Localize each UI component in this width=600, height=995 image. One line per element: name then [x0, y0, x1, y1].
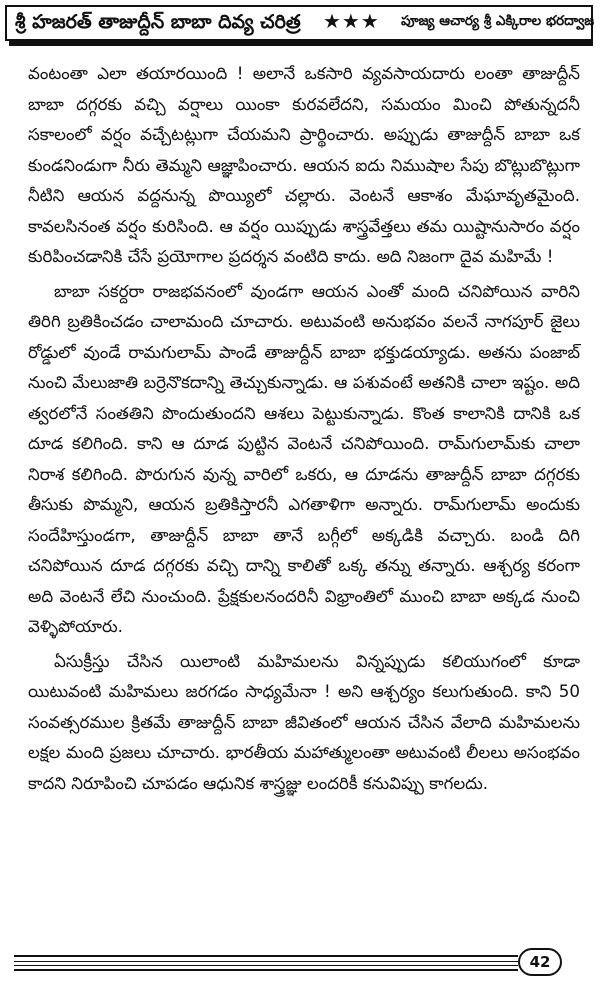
- page-body: [28, 58, 580, 798]
- page-footer: [14, 945, 590, 985]
- author-name: పూజ్య ఆచార్య శ్రీ ఎక్కిరాల భరద్వాజ: [401, 13, 595, 29]
- book-title: శ్రీ హజరత్ తాజుద్దీన్ బాబా దివ్య చరిత్ర: [15, 11, 301, 33]
- footer-rule: [14, 969, 518, 971]
- footer-rule: [14, 955, 518, 957]
- header-shadow: [9, 41, 593, 46]
- paragraph-3: ఏసుక్రీస్తు చేసిన యిలాంటి మహిమలను విన్నప్పుడు కలియుగంలో కూడా యిటువంటి మహిమలు జరగడం సాధ్యమేనా ! అని ఆశ్చర్యం కలుగుతుంది. కాని 50 సంవత్సరముల క్రితమే తాజుద్దీన్ బాబా జీవితంలో ఆయన చేసిన వేలాది మహిమలను లక్షల మంది ప్రజలు చూచారు. భారతీయ మహాత్ములంతా అటువంటి లీలలు అసంభవం కాదని నిరూపించి చూపడం ఆధునిక శాస్త్రజ్ఞు లందరికీ కనువిప్పు కాగలదు.: [28, 650, 580, 793]
- footer-rule: [14, 965, 518, 966]
- running-header: [5, 5, 593, 47]
- page-number: 42: [518, 948, 562, 976]
- paragraph-1: వంటంతా ఎలా తయారయింది ! అలానే ఒకసారి వ్యవసాయదారు లంతా తాజుద్దీన్ బాబా దగ్గరకు వచ్చి వర్షాలు యింకా కురవలేదని, సమయం మించి పోతున్నదనీ సకాలంలో వర్షం వచ్చేటట్లుగా చేయమని ప్రార్థించారు. అప్పుడు తాజుద్దీన్ బాబా ఒక కుండనిండుగా నీరు తెమ్మని ఆజ్ఞాపించారు. ఆయన ఐదు నిముషాల సేపు బొట్లుబొట్లుగా నీటిని ఆయన వద్దనున్న పొయ్యిలో చల్లారు. వెంటనే ఆకాశం మేఘావృతమైంది. కావలసినంత వర్షం కురిసింది. ఆ వర్షం యిప్పుడు శాస్త్రవేత్తలు తమ యిష్టానుసారం వర్షం కురిపించడానికి చేసే ప్రయోగాల ప్రదర్శన వంటిది కాదు. అది నిజంగా దైవ మహిమే !: [28, 63, 580, 266]
- paragraph-2: బాబా సకర్దరా రాజభవనంలో వుండగా ఆయన ఎంతో మంది చనిపోయిన వారిని తిరిగి బ్రతికించడం చాలామంది చూచారు. అటువంటి అనుభవం వలనే నాగపూర్ జైలు రోడ్డులో వుండే రామగులామ్ పాండే తాజుద్దీన్ బాబా భక్తుడయ్యాడు. అతను పంజాబ్ నుంచి మేలుజాతి బర్రెనొకదాన్ని తెచ్చుకున్నాడు. ఆ పశువంటే అతనికి చాలా ఇష్టం. అది త్వరలోనే సంతతిని పొందుతుందని ఆశలు పెట్టుకున్నాడు. కొంత కాలానికి దానికి ఒక దూడ కలిగింది. కాని ఆ దూడ పుట్టిన వెంటనే చనిపోయింది. రామ్‌గులామ్‌కు చాలా నిరాశ కలిగింది. పొరుగున వున్న వారిలో ఒకరు, ఆ దూడను తాజుద్దీన్ బాబా దగ్గరకు తీసుకు పొమ్మని, ఆయన బ్రతికిస్తారనీ ఎగతాళిగా అన్నారు. రామ్‌గులామ్ అందుకు సందేహిస్తుండగా, తాజుద్దీన్ బాబా తానే బగ్గీలో అక్కడికి వచ్చారు. బండి దిగి చనిపోయిన దూడ దగ్గరకు వచ్చి దాన్ని కాలితో ఒక్క తన్ను తన్నారు. ఆశ్చర్య కరంగా అది వెంటనే లేచి నుంచుంది. ప్రేక్షకులనందరినీ విభ్రాంతిలో ముంచి బాబా అక్కడ నుంచి వెళ్ళిపోయారు.: [28, 280, 580, 636]
- footer-rule: [14, 961, 518, 962]
- header-stars: ★★★: [323, 9, 380, 33]
